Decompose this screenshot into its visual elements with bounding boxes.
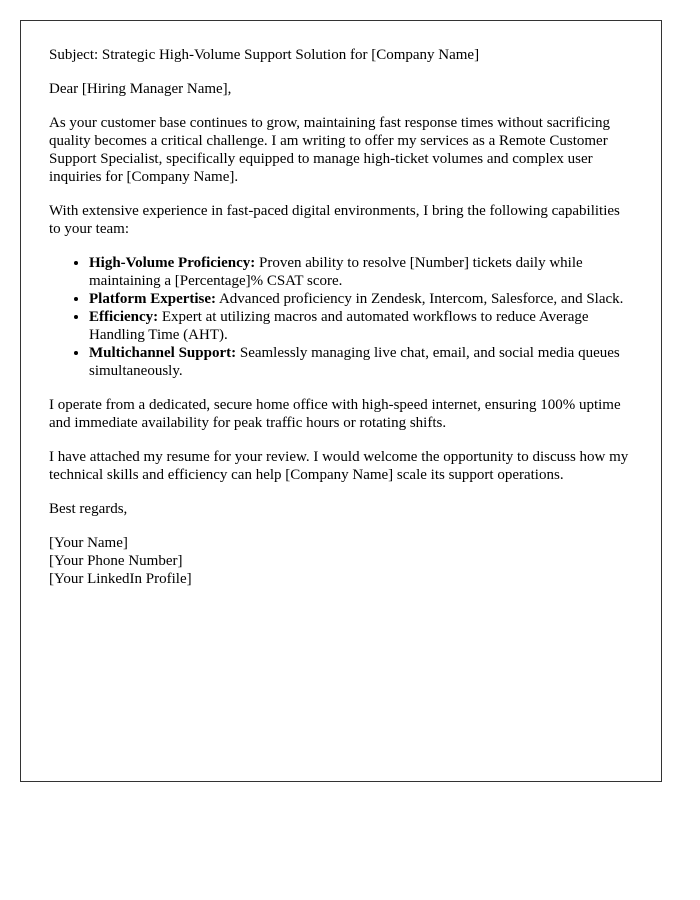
list-item (89, 308, 633, 344)
capabilities-intro: With extensive experience in fast-paced digital environments, I bring the following capabilities to your team: (49, 203, 620, 237)
capabilities-list (49, 254, 633, 380)
signature-phone: [Your Phone Number] (49, 553, 183, 569)
item-text: Advanced proficiency in Zendesk, Intercom, Salesforce, and Slack. (216, 291, 624, 307)
salutation: Dear [Hiring Manager Name], (49, 81, 232, 97)
resume-paragraph: I have attached my resume for your review. I would welcome the opportunity to discuss how my technical skills and efficiency can help [Company Name] scale its support operations. (49, 449, 629, 483)
signature-linkedin: [Your LinkedIn Profile] (49, 571, 192, 587)
list-item (89, 290, 633, 308)
item-title: High-Volume Proficiency: (89, 255, 256, 271)
item-text: Expert at utilizing macros and automated workflows to reduce Average Handling Time (AHT). (89, 309, 589, 343)
list-item (89, 344, 633, 380)
item-text: Proven ability to resolve [Number] tickets daily while maintaining a [Percentage]% CSAT score. (89, 255, 583, 289)
office-paragraph: I operate from a dedicated, secure home office with high-speed internet, ensuring 100% uptime and immediate availability for peak traffic hours or rotating shifts. (49, 397, 621, 431)
signature-name: [Your Name] (49, 535, 128, 551)
item-text: Seamlessly managing live chat, email, and social media queues simultaneously. (89, 345, 620, 379)
item-title: Multichannel Support: (89, 345, 237, 361)
item-title: Efficiency: (89, 309, 159, 325)
signoff: Best regards, (49, 501, 128, 517)
cover-letter (20, 20, 662, 782)
list-item (89, 254, 633, 290)
item-title: Platform Expertise: (89, 291, 217, 307)
subject-line: Subject: Strategic High-Volume Support Solution for [Company Name] (49, 47, 480, 63)
intro-paragraph: As your customer base continues to grow, maintaining fast response times without sacrificing quality becomes a critical challenge. I am writing to offer my services as a Remote Customer Support Specialist, specifically equipped to manage high-ticket volumes and complex user inquiries for [Company Name]. (49, 115, 610, 185)
signature-block (49, 534, 633, 588)
